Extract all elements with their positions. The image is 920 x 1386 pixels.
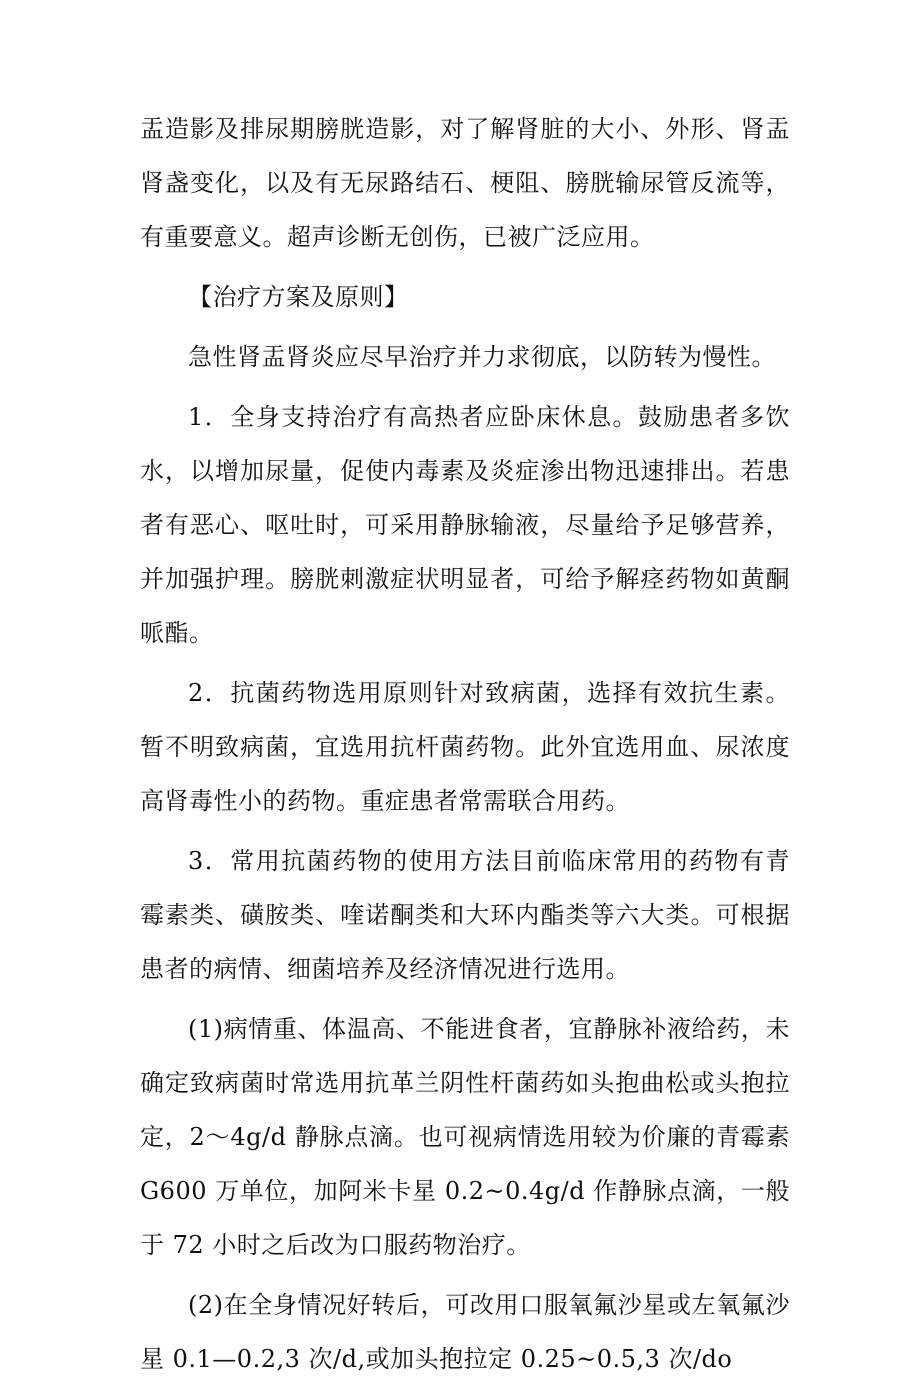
document-body xyxy=(140,102,790,1386)
paragraph-subitem-2: (2)在全身情况好转后，可改用口服氧氟沙星或左氧氟沙星 0.1—0.2,3 次/d,或加头抱拉定 0.25~0.5,3 次/do xyxy=(140,1291,790,1373)
paragraph-item-1: 1．全身支持治疗有高热者应卧床休息。鼓励患者多饮水，以增加尿量，促使内毒素及炎症渗出物迅速排出。若患者有恶心、呕吐时，可采用静脉输液，尽量给予足够营养，并加强护理。膀胱刺激症状明显者，可给予解痉药物如黄酮哌酯。 xyxy=(140,403,790,647)
paragraph-subitem-1: (1)病情重、体温高、不能进食者，宜静脉补液给药，未确定致病菌时常选用抗革兰阴性杆菌药如头抱曲松或头抱拉定，2～4g/d 静脉点滴。也可视病情选用较为价廉的青霉素 G600 万单位，加阿米卡星 0.2~0.4g/d 作静脉点滴，一般于 72 小时之后改为口服药物治疗。 xyxy=(140,1015,790,1259)
paragraph-item-3: 3．常用抗菌药物的使用方法目前临床常用的药物有青霉素类、磺胺类、喹诺酮类和大环内酯类等六大类。可根据患者的病情、细菌培养及经济情况进行选用。 xyxy=(140,847,790,983)
section-heading: 【治疗方案及原则】 xyxy=(188,283,409,311)
paragraph-item-2: 2．抗菌药物选用原则针对致病菌，选择有效抗生素。暂不明致病菌，宜选用抗杆菌药物。此外宜选用血、尿浓度高肾毒性小的药物。重症患者常需联合用药。 xyxy=(140,679,790,815)
paragraph-continuation: 盂造影及排尿期膀胱造影，对了解肾脏的大小、外形、肾盂肾盏变化，以及有无尿路结石、梗阻、膀胱输尿管反流等，有重要意义。超声诊断无创伤，已被广泛应用。 xyxy=(140,115,790,251)
paragraph-intro: 急性肾盂肾炎应尽早治疗并力求彻底，以防转为慢性。 xyxy=(188,343,776,371)
